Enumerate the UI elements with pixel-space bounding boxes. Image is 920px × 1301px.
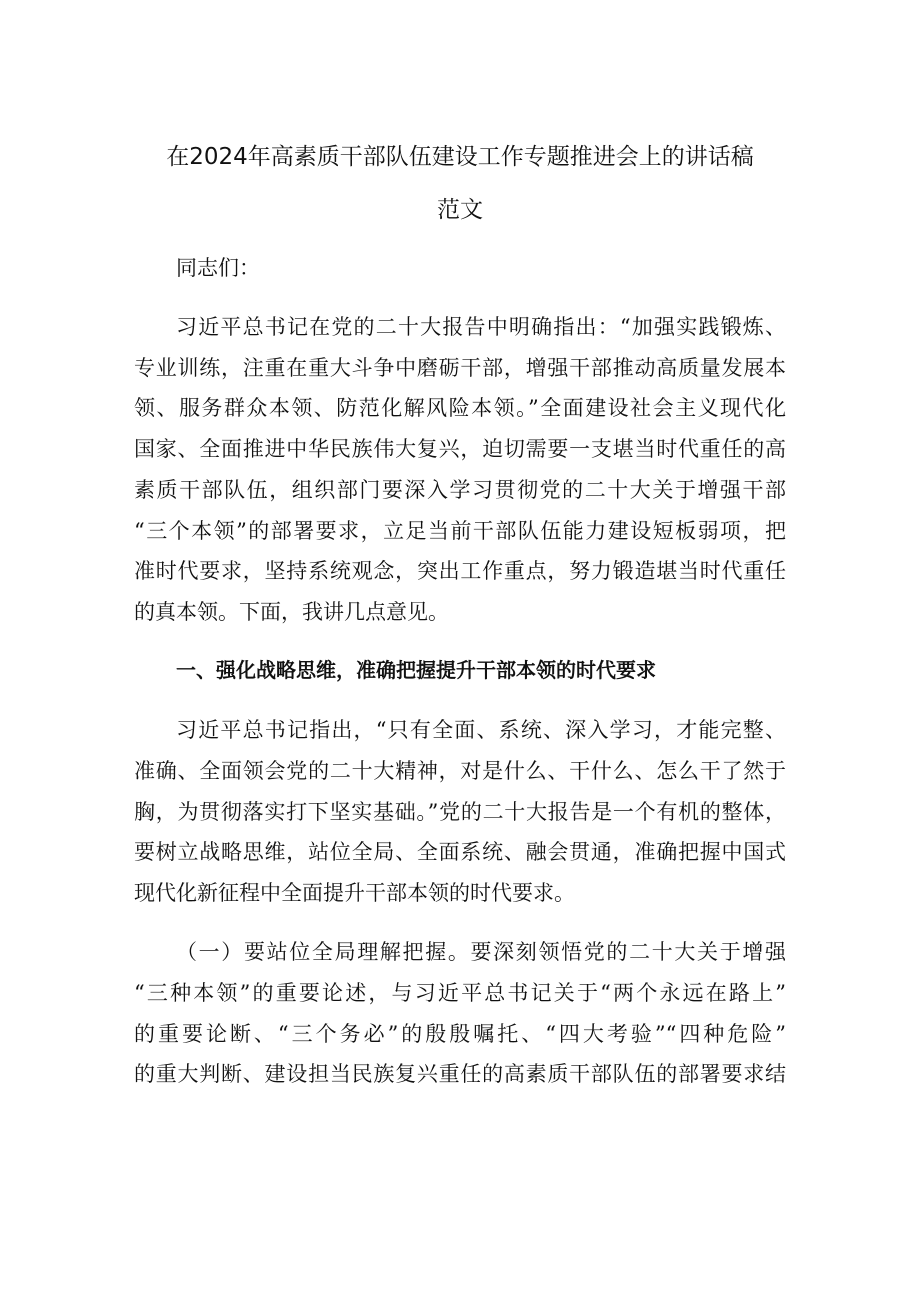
section-paragraph-line: 胸，为贯彻落实打下坚实基础。”党的二十大报告是一个有机的整体， [134,800,786,824]
subsection-paragraph-line: （一）要站位全局理解把握。要深刻领悟党的二十大关于增强 [176,940,786,964]
section-paragraph-line: 习近平总书记指出，“只有全面、系统、深入学习，才能完整、 [176,718,786,742]
section-paragraph-line: 要树立战略思维，站位全局、全面系统、融会贯通，准确把握中国式 [134,840,786,864]
intro-line: 领、服务群众本领、防范化解风险本领。”全面建设社会主义现代化 [134,396,786,420]
intro-line: “三个本领”的部署要求，立足当前干部队伍能力建设短板弱项，把 [134,519,786,543]
subsection-paragraph-line: 的重要论断、“三个务必”的殷殷嘱托、“四大考验”“四种危险” [134,1022,786,1046]
subsection-paragraph-line: 的重大判断、建设担当民族复兴重任的高素质干部队伍的部署要求结 [134,1062,786,1086]
intro-line: 的真本领。下面，我讲几点意见。 [134,600,449,624]
intro-line: 专业训练，注重在重大斗争中磨砺干部，增强干部推动高质量发展本 [134,356,786,380]
intro-line: 国家、全面推进中华民族伟大复兴，迫切需要一支堪当时代重任的高 [134,437,786,461]
intro-line: 素质干部队伍，组织部门要深入学习贯彻党的二十大关于增强干部 [134,478,786,502]
document-title-continued: 范文 [437,197,483,223]
section-paragraph-line: 准确、全面领会党的二十大精神，对是什么、干什么、怎么干了然于 [134,759,786,783]
section-heading: 一、强化战略思维，准确把握提升干部本领的时代要求 [176,658,656,682]
intro-line: 准时代要求，坚持系统观念，突出工作重点，努力锻造堪当时代重任 [134,559,786,583]
intro-line: 习近平总书记在党的二十大报告中明确指出：“加强实践锻炼、 [176,315,786,339]
salutation: 同志们： [176,256,260,280]
document-title: 在2024年高素质干部队伍建设工作专题推进会上的讲话稿 [166,144,754,170]
subsection-paragraph-line: “三种本领”的重要论述，与习近平总书记关于“两个永远在路上” [134,981,786,1005]
section-paragraph-line: 现代化新征程中全面提升干部本领的时代要求。 [134,881,575,905]
